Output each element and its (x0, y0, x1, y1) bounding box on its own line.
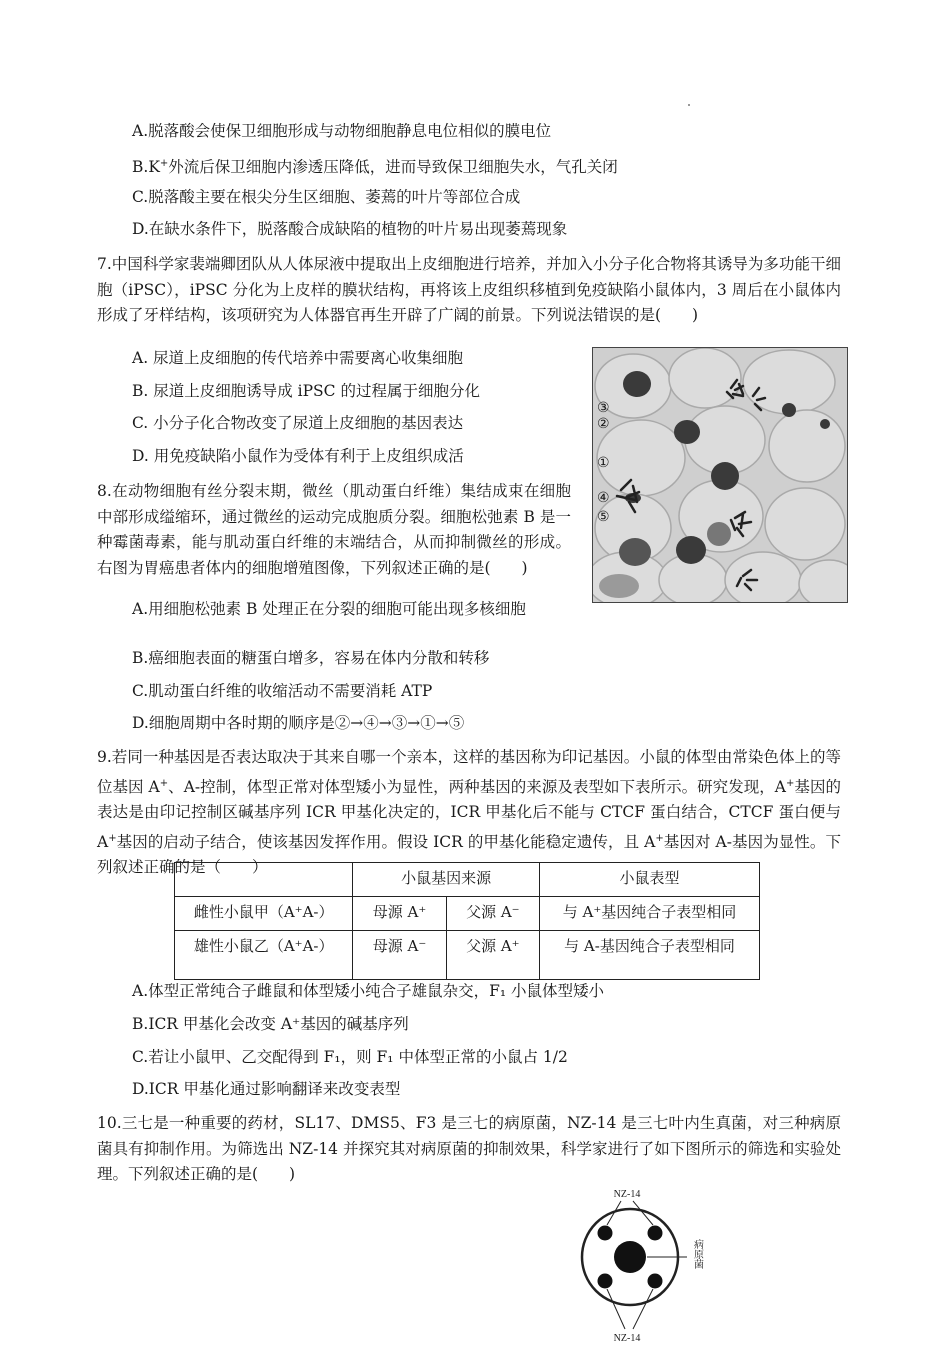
table-cell-father: 父源 A⁺ (446, 931, 539, 980)
q7-option-b: B. 尿道上皮细胞诱导成 iPSC 的过程属于细胞分化 (132, 382, 480, 400)
table-header-source: 小鼠基因来源 (353, 863, 540, 897)
q9-option-d: D.ICR 甲基化通过影响翻译来改变表型 (132, 1080, 401, 1098)
figure-label-1: ① (597, 455, 610, 471)
q7-option-d: D. 用免疫缺陷小鼠作为受体有利于上皮组织成活 (132, 447, 464, 465)
gene-source-table (174, 862, 760, 980)
q8-option-a: A.用细胞松弛素 B 处理正在分裂的细胞可能出现多核细胞 (132, 600, 526, 618)
q9-stem: 9.若同一种基因是否表达取决于其来自哪一个亲本，这样的基因称为印记基因。小鼠的体型由常染色体上的等位基因 A+、A-控制，体型正常对体型矮小为显性，两种基因的来源及表型如下表所示。研究发现，A+基因的表达是由印记控制区碱基序列 ICR 甲基化决定的，ICR 甲基化后不能与 CTCF 蛋白结合，CTCF 蛋白便与 A+基因的启动子结合，使该基因发挥作用。假设 ICR 的甲基化能稳定遗传，且 A+基因对 A-基因为显性。下列叙述正确的是（ ） (97, 748, 841, 877)
table-row (175, 897, 760, 931)
table-cell-name: 雌性小鼠甲（A⁺A-） (175, 897, 353, 931)
q10-stem: 10.三七是一种重要的药材，SL17、DMS5、F3 是三七的病原菌，NZ-14 是三七叶内生真菌，对三种病原菌具有抑制作用。为筛选出 NZ-14 并探究其对病原菌的抑制效果，科学家进行了如下图所示的筛选和实验处理。下列叙述正确的是( ) (97, 1114, 841, 1183)
q7-option-a: A. 尿道上皮细胞的传代培养中需要离心收集细胞 (132, 349, 464, 367)
stray-mark (688, 104, 690, 106)
petri-dish-diagram (575, 1183, 715, 1344)
q9-option-a: A.体型正常纯合子雌鼠和体型矮小纯合子雄鼠杂交，F₁ 小鼠体型矮小 (132, 982, 605, 1000)
table-cell-phenotype: 与 A-基因纯合子表型相同 (540, 931, 760, 980)
table-row (175, 931, 760, 980)
q6-option-d: D.在缺水条件下，脱落酸合成缺陷的植物的叶片易出现萎蔫现象 (132, 220, 568, 238)
cell-division-micrograph (592, 347, 848, 603)
table-header-phenotype: 小鼠表型 (540, 863, 760, 897)
q9-option-b: B.ICR 甲基化会改变 A⁺基因的碱基序列 (132, 1015, 409, 1033)
q6-option-a: A.脱落酸会使保卫细胞形成与动物细胞静息电位相似的膜电位 (132, 122, 552, 140)
q7-stem: 7.中国科学家裴端卿团队从人体尿液中提取出上皮细胞进行培养，并加入小分子化合物将其诱导为多功能干细胞（iPSC），iPSC 分化为上皮样的膜状结构，再将该上皮组织移植到免疫缺陷小鼠体内，3 周后在小鼠体内形成了牙样结构，该项研究为人体器官再生开辟了广阔的前景。下列说法错误的是( ) (97, 255, 841, 324)
q8-option-d: D.细胞周期中各时期的顺序是②→④→③→①→⑤ (132, 714, 465, 732)
petri-top-label: NZ-14 (613, 1189, 641, 1200)
petri-bottom-label: NZ-14 (613, 1333, 641, 1344)
table-cell-mother: 母源 A⁺ (353, 897, 446, 931)
table-cell-father: 父源 A⁻ (446, 897, 539, 931)
q6-option-c: C.脱落酸主要在根尖分生区细胞、萎蔫的叶片等部位合成 (132, 188, 521, 206)
figure-label-2: ② (597, 416, 610, 432)
q8-option-c: C.肌动蛋白纤维的收缩活动不需要消耗 ATP (132, 682, 433, 700)
figure-label-5: ⑤ (597, 509, 610, 525)
q6-option-b: B.K+外流后保卫细胞内渗透压降低，进而导致保卫细胞失水，气孔关闭 (132, 158, 618, 177)
q7-option-c: C. 小分子化合物改变了尿道上皮细胞的基因表达 (132, 414, 464, 432)
q9-option-c: C.若让小鼠甲、乙交配得到 F₁，则 F₁ 中体型正常的小鼠占 1/2 (132, 1048, 568, 1066)
figure-label-4: ④ (597, 490, 610, 506)
table-cell-phenotype: 与 A⁺基因纯合子表型相同 (540, 897, 760, 931)
q8-option-b: B.癌细胞表面的糖蛋白增多，容易在体内分散和转移 (132, 649, 490, 667)
q8-stem: 8.在动物细胞有丝分裂末期，微丝（肌动蛋白纤维）集结成束在细胞中部形成缢缩环，通过微丝的运动完成胞质分裂。细胞松弛素 B 是一种霉菌毒素，能与肌动蛋白纤维的末端结合，从而抑制微丝的形成。右图为胃癌患者体内的细胞增殖图像，下列叙述正确的是( ) (97, 482, 571, 577)
table-cell-name: 雄性小鼠乙（A⁺A-） (175, 931, 353, 980)
petri-side-label: 病原菌 (691, 1239, 703, 1269)
table-header-empty (175, 863, 353, 897)
table-cell-mother: 母源 A⁻ (353, 931, 446, 980)
figure-label-3: ③ (597, 400, 610, 416)
